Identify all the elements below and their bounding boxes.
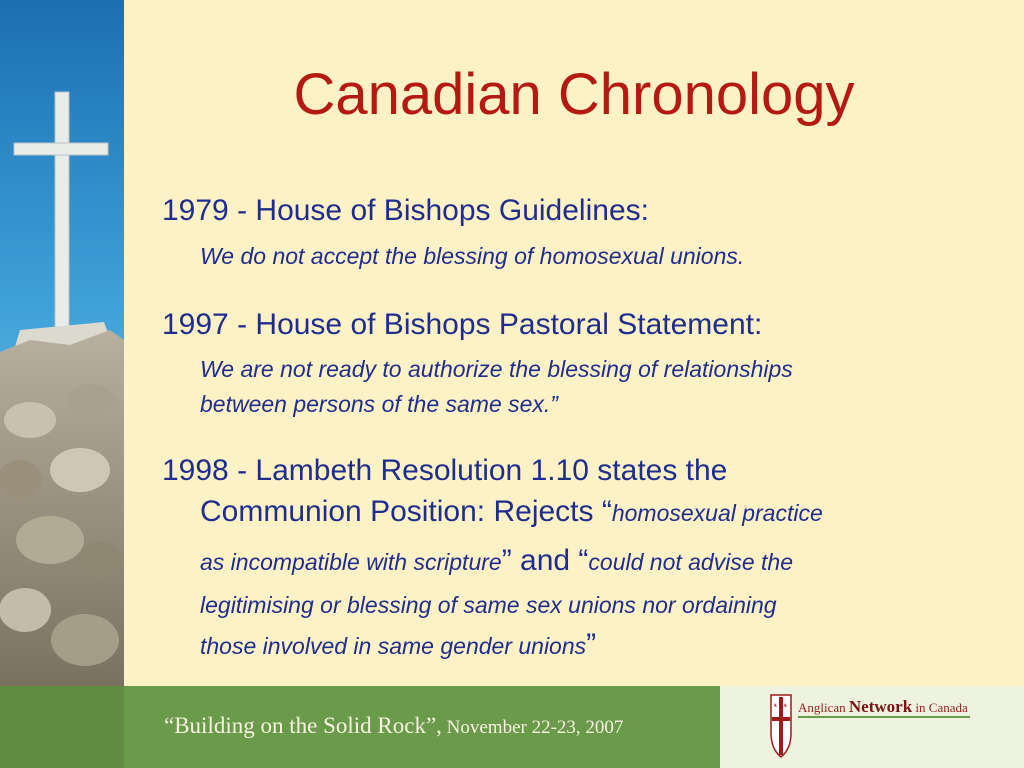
item-1998-line5 <box>162 623 972 672</box>
item-1998-heading-line2 <box>162 490 972 539</box>
item-1997-quote-line1: We are not ready to authorize the blessing of relationships <box>200 356 793 382</box>
footer-event-title: “Building on the Solid Rock”, <box>164 713 442 738</box>
item-1997-quote-line2: between persons of the same sex.” <box>200 391 558 417</box>
item-1998-heading-text: Communion Position: Rejects “ <box>200 495 612 528</box>
item-1998-quote-part2: as incompatible with scripture <box>200 549 502 575</box>
footer-event <box>164 711 623 743</box>
item-1998-heading-line1: 1998 - Lambeth Resolution 1.10 states the <box>162 454 728 487</box>
item-1998-quote-part1: homosexual practice <box>611 500 823 526</box>
item-1998-connector: ” and “ <box>501 544 589 577</box>
item-1998 <box>162 452 972 672</box>
item-1979-heading: 1979 - House of Bishops Guidelines: <box>162 194 649 227</box>
logo-underline <box>798 716 970 718</box>
shield-icon <box>768 693 794 764</box>
logo-suffix: in Canada <box>912 700 968 715</box>
footer-event-date: November 22-23, 2007 <box>441 717 624 738</box>
item-1998-quote-part3: could not advise the <box>588 549 793 575</box>
item-1998-quote-line4: legitimising or blessing of same sex unions nor ordaining <box>200 592 777 618</box>
logo-prefix: Anglican <box>798 700 849 715</box>
slide-title: Canadian Chronology <box>293 62 855 127</box>
cross-photo <box>0 0 124 686</box>
organization-logo-text <box>798 697 968 717</box>
footer-photo-strip <box>0 686 124 768</box>
item-1998-close-quote: ” <box>586 628 597 661</box>
logo-network: Network <box>848 697 913 716</box>
item-1997-quote <box>200 352 970 422</box>
item-1998-quote-line5: those involved in same gender unions <box>200 633 587 659</box>
item-1979-quote: We do not accept the blessing of homosexual unions. <box>200 243 745 269</box>
item-1997-heading: 1997 - House of Bishops Pastoral Statement: <box>162 308 763 341</box>
item-1998-line3 <box>162 539 972 588</box>
